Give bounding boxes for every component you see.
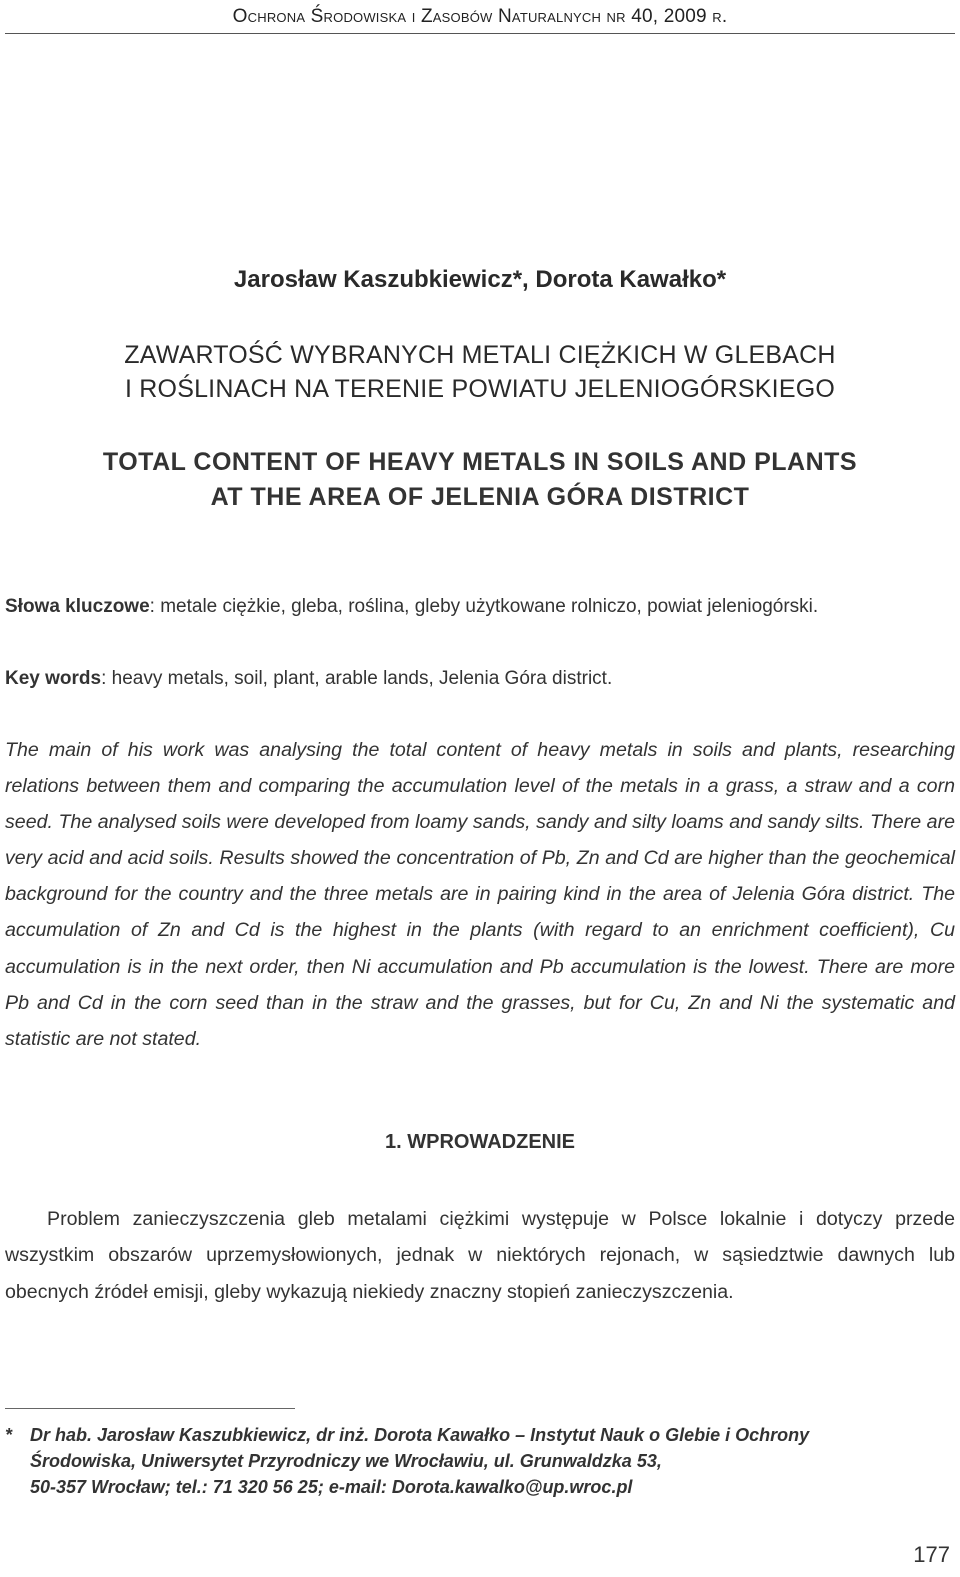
authors: Jarosław Kaszubkiewicz*, Dorota Kawałko* (233, 266, 727, 293)
keywords-english (5, 661, 955, 697)
body-paragraph: Problem zanieczyszczenia gleb metalami ciężkimi występuje w Polsce lokalnie i dotyczy przede wszystkim obszarów uprzemysłowionych, jednak w niektórych rejonach, w sąsiedztwie dawnych lub obecnych źródeł emisji, gleby wykazują niekiedy znaczny stopień zanieczyszczenia. (5, 1208, 955, 1303)
title-english-line-1: TOTAL CONTENT OF HEAVY METALS IN SOILS AND PLANTS (102, 448, 858, 476)
footnote-line-2: Środowiska, Uniwersytet Przyrodniczy we Wrocławiu, ul. Grunwaldzka 53, (30, 1451, 662, 1471)
footnote-rule (5, 1408, 295, 1409)
keywords-polish-text: : metale ciężkie, gleba, roślina, gleby użytkowane rolniczo, powiat jeleniogórski. (149, 596, 819, 617)
footnote-line-1: Dr hab. Jarosław Kaszubkiewicz, dr inż. Dorota Kawałko – Instytut Nauk o Glebie i Ochrony (30, 1425, 810, 1445)
footnote-body (30, 1422, 955, 1500)
section-heading: 1. WPROWADZENIE (384, 1131, 575, 1153)
title-polish (0, 338, 960, 406)
keywords-english-label: Key words (5, 668, 102, 689)
footnote-line-3: 50-357 Wrocław; tel.: 71 320 56 25; e-mail: Dorota.kawalko@up.wroc.pl (30, 1477, 633, 1497)
title-english-line-2: AT THE AREA OF JELENIA GÓRA DISTRICT (210, 483, 750, 511)
header-rule (5, 33, 955, 34)
footnote (5, 1422, 955, 1500)
keywords-english-text: : heavy metals, soil, plant, arable lands, Jelenia Góra district. (101, 668, 613, 689)
title-polish-line-2: I ROŚLINACH NA TERENIE POWIATU JELENIOGÓRSKIEGO (125, 375, 835, 403)
page-number: 177 (913, 1542, 950, 1567)
keywords-polish-label: Słowa kluczowe (5, 596, 150, 617)
keywords-polish (5, 589, 955, 625)
running-head: Ochrona Środowiska i Zasobów Naturalnych nr 40, 2009 r. (232, 6, 728, 27)
footnote-marker: * (5, 1425, 13, 1445)
title-polish-line-1: ZAWARTOŚĆ WYBRANYCH METALI CIĘŻKICH W GLEBACH (124, 341, 836, 369)
abstract: The main of his work was analysing the total content of heavy metals in soils and plants, researching relations between them and comparing the accumulation level of the metals in a grass, a straw and a corn seed. The analysed soils were developed from loamy sands, sandy and silty loams and sandy silts. There are very acid and acid soils. Results showed the concentration of Pb, Zn and Cd are higher than the geochemical background for the country and the three metals are in pairing kind in the area of Jelenia Góra district. The accumulation of Zn and Cd is the highest in the plants (with regard to an enrichment coefficient), Cu accumulation is in the next order, then Ni accumulation and Pb accumulation is the lowest. There are more Pb and Cd in the corn seed than in the straw and the grasses, but for Cu, Zn and Ni the systematic and statistic are not stated. (5, 739, 955, 1050)
title-english (0, 445, 960, 515)
